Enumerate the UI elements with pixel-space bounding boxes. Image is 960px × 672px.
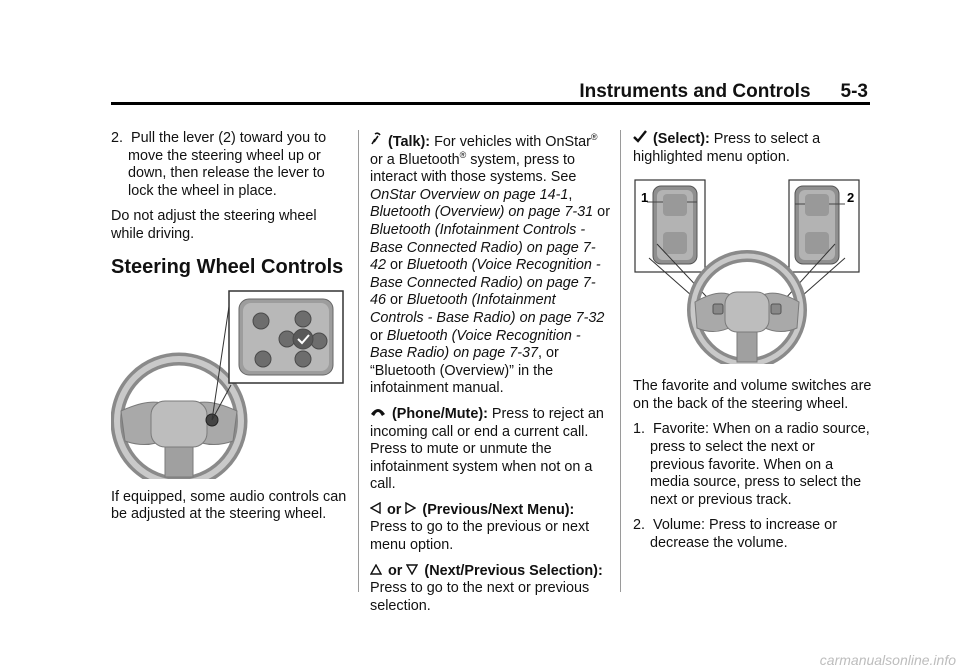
next-prev-selection-text: Press to go to the next or previous selection.	[370, 580, 590, 614]
steering-wheel-drawing	[693, 256, 801, 364]
talk-label: (Talk):	[388, 134, 431, 150]
prev-next-menu-text: Press to go to the previous or next menu option.	[370, 519, 590, 554]
list-item-favorite	[633, 421, 873, 509]
phone-mute-label: (Phone/Mute):	[392, 405, 488, 422]
triangle-left-icon	[370, 502, 385, 518]
checkmark-icon	[633, 131, 651, 147]
next-prev-selection-label: (Next/Previous Selection):	[424, 562, 603, 579]
steering-wheel-drawing	[117, 359, 241, 479]
steering-wheel-controls-illustration	[111, 289, 347, 479]
next-prev-selection-paragraph	[370, 563, 610, 616]
item-1-number: 1.	[633, 421, 646, 438]
triangle-down-icon	[406, 563, 422, 579]
phone-mute-icon	[370, 406, 390, 422]
reference-link: Bluetooth (Voice Recognition - Base Connected Radio) on page 7-46	[370, 257, 601, 309]
select-paragraph	[633, 130, 873, 166]
column-divider-1	[358, 130, 359, 592]
separator: or	[370, 327, 387, 344]
or-word: or	[388, 562, 403, 579]
watermark: carmanualsonline.info	[819, 652, 956, 668]
talk-text-a: For vehicles with OnStar	[430, 134, 591, 150]
step-2-text: Pull the lever (2) toward you to move the steering wheel up or down, then release the lever to lock the wheel in place.	[128, 130, 327, 199]
reference-link: Bluetooth (Overview) on page 7-31	[370, 204, 594, 221]
talk-paragraph	[370, 130, 610, 398]
separator: ,	[568, 186, 573, 203]
registered-mark: ®	[590, 132, 598, 143]
or-word: or	[387, 501, 402, 518]
page-number: 5-3	[840, 81, 868, 102]
prev-next-menu-paragraph	[370, 502, 610, 555]
triangle-up-icon	[370, 563, 386, 579]
column-2	[370, 130, 610, 623]
phone-mute-text: Press to reject an incoming call or end a current call. Press to mute or unmute the infotainment system when not on a call.	[370, 405, 604, 493]
separator: or	[386, 292, 407, 309]
rear-switches-illustration	[633, 178, 869, 364]
separator: or	[386, 257, 407, 274]
page-header	[579, 81, 868, 103]
section-heading: Steering Wheel Controls	[111, 255, 344, 278]
item-1-text: Favorite: When on a radio source, press to select the next or previous favorite. When on a media source, press to select the next or previous track.	[650, 421, 870, 508]
reference-link: Bluetooth (Infotainment Controls - Base Connected Radio) on page 7-42	[370, 221, 596, 274]
rear-switches-note: The favorite and volume switches are on the back of the steering wheel.	[633, 378, 872, 412]
select-text: Press to select a highlighted menu option.	[633, 131, 821, 165]
audio-controls-note: If equipped, some audio controls can be adjusted at the steering wheel.	[111, 488, 347, 523]
column-3	[633, 130, 873, 561]
step-2	[111, 130, 347, 200]
list-item-volume	[633, 517, 873, 552]
item-2-text: Volume: Press to increase or decrease the volume.	[650, 517, 837, 551]
prev-next-menu-label: (Previous/Next Menu):	[422, 501, 575, 518]
section-title: Instruments and Controls	[579, 81, 811, 102]
column-divider-2	[620, 130, 621, 592]
separator: or	[593, 204, 610, 221]
triangle-right-icon	[405, 502, 420, 518]
callout-2: 2	[847, 190, 855, 206]
reference-link: Bluetooth (Infotainment Controls - Base Radio) on page 7-32	[370, 292, 605, 326]
item-2-number: 2.	[633, 517, 646, 534]
talk-tail: , or “Bluetooth (Overview)” in the infotainment manual.	[370, 345, 559, 397]
registered-mark: ®	[459, 149, 467, 160]
caution-note: Do not adjust the steering wheel while driving.	[111, 208, 317, 242]
select-label: (Select):	[653, 131, 710, 147]
phone-mute-paragraph	[370, 406, 610, 494]
step-2-number: 2.	[111, 130, 124, 146]
callout-1: 1	[641, 190, 649, 206]
talk-text-b: or a Bluetooth	[370, 151, 460, 168]
reference-link: OnStar Overview on page 14-1	[370, 186, 569, 203]
reference-link: Bluetooth (Voice Recognition - Base Radio) on page 7-37	[370, 327, 581, 362]
column-1	[111, 130, 347, 532]
header-rule	[111, 102, 870, 105]
talk-icon	[370, 134, 386, 150]
talk-text-c: system, press to interact with those systems. See	[370, 151, 577, 186]
